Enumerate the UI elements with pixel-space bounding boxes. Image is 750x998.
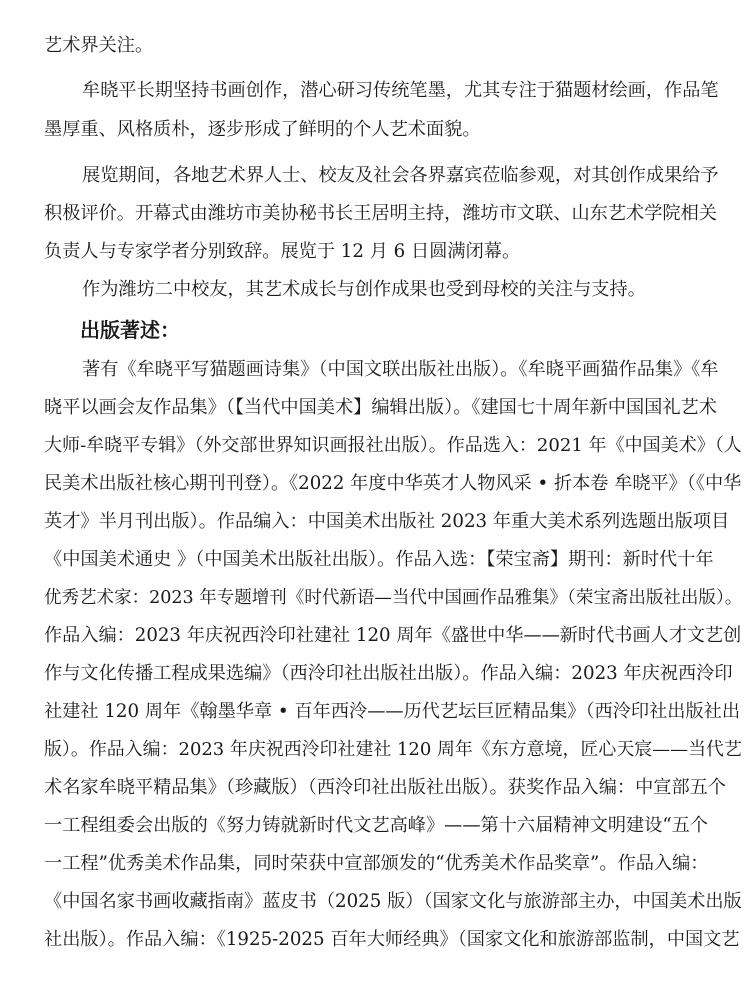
text-line: 墨厚重、风格质朴，逐步形成了鲜明的个人艺术面貌。: [44, 119, 481, 140]
text-line: 牟晓平长期坚持书画创作，潜心研习传统笔墨，尤其专注于猫题材绘画，作品笔: [82, 80, 719, 101]
text-line: 积极评价。开幕式由潍坊市美协秘书长王居明主持，潍坊市文联、山东艺术学院相关: [44, 203, 717, 224]
text-line: 晓平以画会友作品集》（【当代中国美术】编辑出版）。《建国七十周年新中国国礼艺术: [44, 397, 717, 418]
text-line: 社建社 120 周年《翰墨华章 • 百年西泠——历代艺坛巨匠精品集》（西泠印社出版社出: [44, 701, 741, 722]
text-line: 展览期间，各地艺术界人士、校友及社会各界嘉宾莅临参观，对其创作成果给予: [82, 165, 719, 186]
text-line: 大师-牟晓平专辑》（外交部世界知识画报社出版）。作品选入：2021 年《中国美术》（人: [44, 435, 742, 456]
text-line: 社出版）。作品入编：《1925-2025 百年大师经典》（国家文化和旅游部监制，中国文艺: [44, 929, 740, 950]
text-line: 作与文化传播工程成果选编》（西泠印社出版社出版）。作品入编：2023 年庆祝西泠印: [44, 663, 733, 684]
text-line: 《中国名家书画收藏指南》蓝皮书（2025 版）（国家文化与旅游部主办，中国美术出版: [44, 891, 742, 912]
text-line: 作品入编：2023 年庆祝西泠印社建社 120 周年《盛世中华——新时代书画人才文艺创: [44, 625, 742, 646]
text-line: 一工程”优秀美术作品集，同时荣获中宣部颁发的“优秀美术作品奖章”。作品入编：: [44, 853, 709, 874]
text-line: 负责人与专家学者分别致辞。展览于 12 月 6 日圆满闭幕。: [44, 241, 521, 262]
text-line: 著有《牟晓平写猫题画诗集》（中国文联出版社出版）。《牟晓平画猫作品集》《牟: [82, 359, 719, 380]
text-line: 版）。作品入编：2023 年庆祝西泠印社建社 120 周年《东方意境，匠心天宸——当代艺: [44, 739, 742, 760]
text-line: 民美术出版社核心期刊刊登）。《2022 年度中华英才人物风采 • 折本卷 牟晓平》（《中华: [44, 473, 742, 494]
text-line: 一工程组委会出版的《努力铸就新时代文艺高峰》——第十六届精神文明建设“五个: [44, 815, 709, 836]
text-line: 作为潍坊二中校友，其艺术成长与创作成果也受到母校的关注与支持。: [82, 279, 646, 300]
text-line: 《中国美术通史 》（中国美术出版社出版）。作品入选：【荣宝斋】期刊：新时代十年: [44, 549, 714, 570]
section-heading: 出版著述：: [80, 318, 180, 342]
text-line: 艺术界关注。: [44, 35, 154, 56]
text-line: 术名家牟晓平精品集》（珍藏版）（西泠印社出版社出版）。获奖作品入编：中宣部五个: [44, 777, 727, 798]
text-line: 优秀艺术家：2023 年专题增刊《时代新语—当代中国画作品雅集》（荣宝斋出版社出版）。: [44, 588, 743, 608]
text-line: 英才》半月刊出版）。作品编入：中国美术出版社 2023 年重大美术系列选题出版项目: [44, 511, 730, 532]
